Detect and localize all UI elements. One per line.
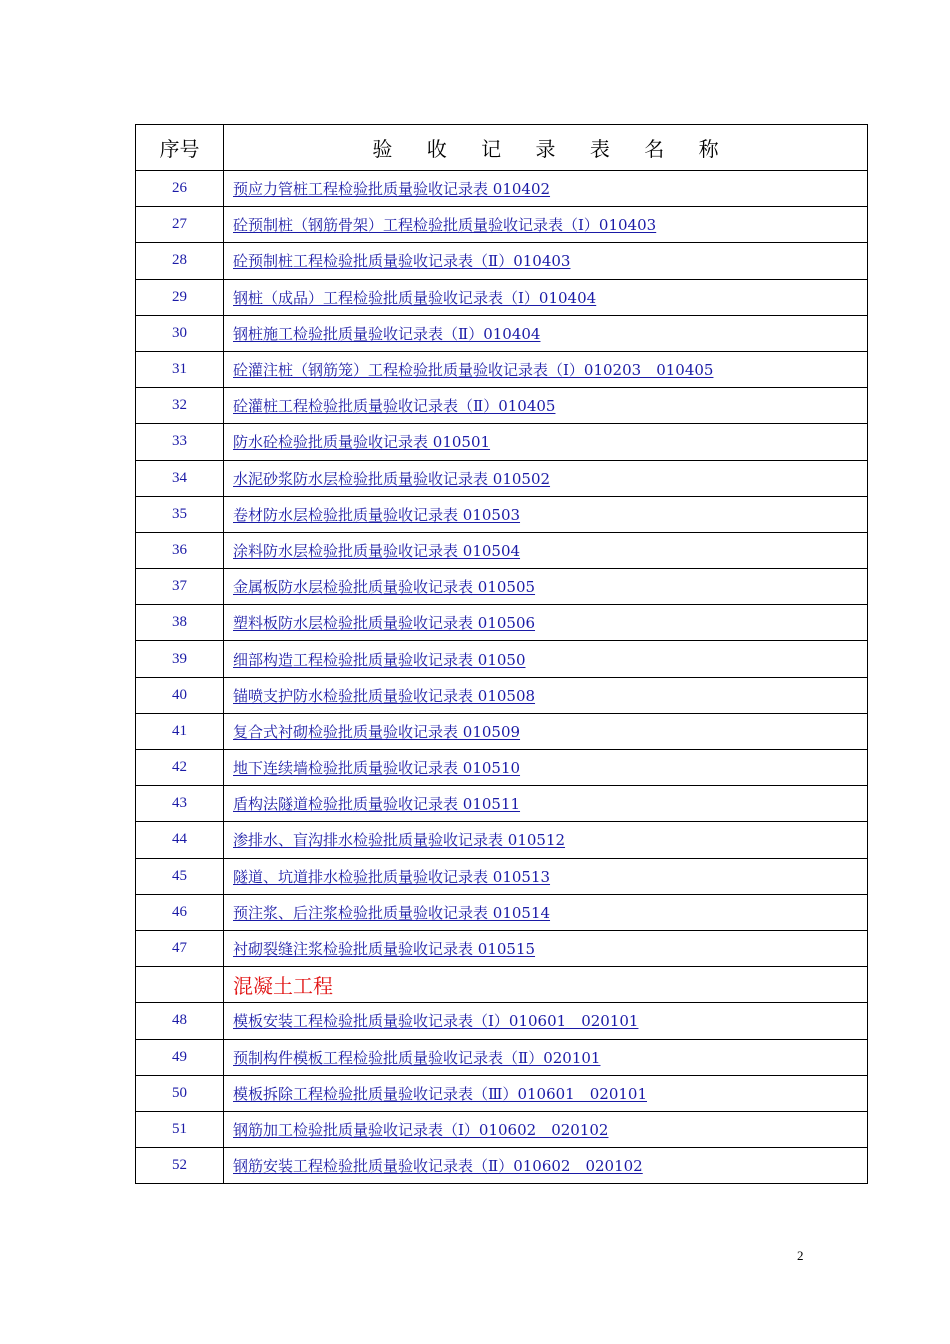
record-name-cell <box>224 713 868 749</box>
record-name-cell <box>224 641 868 677</box>
record-form-link[interactable]: 钢桩施工检验批质量验收记录表（Ⅱ）010404 <box>233 324 541 343</box>
record-name-cell <box>224 569 868 605</box>
record-name-cell <box>224 894 868 930</box>
section-title: 混凝土工程 <box>224 967 868 1003</box>
record-name-cell <box>224 858 868 894</box>
record-form-link[interactable]: 锚喷支护防水检验批质量验收记录表 010508 <box>233 686 536 705</box>
record-form-link[interactable]: 细部构造工程检验批质量验收记录表 01050 <box>233 650 526 669</box>
row-number: 37 <box>136 569 224 605</box>
record-name-cell <box>224 171 868 207</box>
section-empty-cell <box>136 967 224 1003</box>
section-row <box>136 967 868 1003</box>
record-name-cell <box>224 1148 868 1184</box>
table-row <box>136 930 868 966</box>
record-form-link[interactable]: 预制构件模板工程检验批质量验收记录表（Ⅱ）020101 <box>233 1048 601 1067</box>
table-row <box>136 496 868 532</box>
table-row <box>136 786 868 822</box>
record-name-cell <box>224 1003 868 1039</box>
table-row <box>136 1003 868 1039</box>
table-row <box>136 315 868 351</box>
table-row <box>136 713 868 749</box>
table-row <box>136 677 868 713</box>
table-row <box>136 207 868 243</box>
table-row <box>136 424 868 460</box>
row-number: 52 <box>136 1148 224 1184</box>
record-name-cell <box>224 677 868 713</box>
record-name-cell <box>224 605 868 641</box>
table-row <box>136 351 868 387</box>
header-name: 验 收 记 录 表 名 称 <box>224 125 868 171</box>
row-number: 40 <box>136 677 224 713</box>
table-row <box>136 858 868 894</box>
record-name-cell <box>224 460 868 496</box>
record-form-link[interactable]: 砼灌注桩（钢筋笼）工程检验批质量验收记录表（Ⅰ）010203 010405 <box>233 361 714 380</box>
record-name-cell <box>224 351 868 387</box>
record-form-link[interactable]: 砼灌桩工程检验批质量验收记录表（Ⅱ）010405 <box>233 397 556 416</box>
record-name-cell <box>224 388 868 424</box>
record-name-cell <box>224 279 868 315</box>
table-row <box>136 279 868 315</box>
record-form-link[interactable]: 渗排水、盲沟排水检验批质量验收记录表 010512 <box>233 831 566 850</box>
row-number: 33 <box>136 424 224 460</box>
table-row <box>136 171 868 207</box>
row-number: 34 <box>136 460 224 496</box>
record-name-cell <box>224 1111 868 1147</box>
record-form-link[interactable]: 钢筋加工检验批质量验收记录表（Ⅰ）010602 020102 <box>233 1120 609 1139</box>
record-form-link[interactable]: 模板安装工程检验批质量验收记录表（Ⅰ）010601 020101 <box>233 1012 639 1031</box>
row-number: 32 <box>136 388 224 424</box>
record-name-cell <box>224 930 868 966</box>
record-form-link[interactable]: 钢桩（成品）工程检验批质量验收记录表（Ⅰ）010404 <box>233 288 597 307</box>
table-row <box>136 460 868 496</box>
row-number: 39 <box>136 641 224 677</box>
record-name-cell <box>224 243 868 279</box>
record-form-link[interactable]: 防水砼检验批质量验收记录表 010501 <box>233 433 491 452</box>
record-form-link[interactable]: 钢筋安装工程检验批质量验收记录表（Ⅱ）010602 020102 <box>233 1157 643 1176</box>
row-number: 48 <box>136 1003 224 1039</box>
record-name-cell <box>224 315 868 351</box>
table-row <box>136 750 868 786</box>
record-form-link[interactable]: 地下连续墙检验批质量验收记录表 010510 <box>233 759 521 778</box>
record-form-link[interactable]: 隧道、坑道排水检验批质量验收记录表 010513 <box>233 867 551 886</box>
record-name-cell <box>224 496 868 532</box>
page-number: 2 <box>797 1248 804 1263</box>
row-number: 51 <box>136 1111 224 1147</box>
record-form-link[interactable]: 砼预制桩工程检验批质量验收记录表（Ⅱ）010403 <box>233 252 571 271</box>
table-row <box>136 1039 868 1075</box>
record-form-link[interactable]: 塑料板防水层检验批质量验收记录表 010506 <box>233 614 536 633</box>
row-number: 31 <box>136 351 224 387</box>
record-form-link[interactable]: 预注浆、后注浆检验批质量验收记录表 010514 <box>233 903 551 922</box>
record-name-cell <box>224 786 868 822</box>
record-form-link[interactable]: 预应力管桩工程检验批质量验收记录表 010402 <box>233 180 551 199</box>
table-row <box>136 1075 868 1111</box>
row-number: 42 <box>136 750 224 786</box>
row-number: 38 <box>136 605 224 641</box>
row-number: 27 <box>136 207 224 243</box>
row-number: 45 <box>136 858 224 894</box>
row-number: 46 <box>136 894 224 930</box>
table-row <box>136 569 868 605</box>
table-row <box>136 605 868 641</box>
header-no: 序号 <box>136 125 224 171</box>
record-form-link[interactable]: 水泥砂浆防水层检验批质量验收记录表 010502 <box>233 469 551 488</box>
record-form-link[interactable]: 卷材防水层检验批质量验收记录表 010503 <box>233 505 521 524</box>
record-table <box>135 124 868 1184</box>
record-form-link[interactable]: 涂料防水层检验批质量验收记录表 010504 <box>233 541 521 560</box>
table-header-row <box>136 125 868 171</box>
record-name-cell <box>224 207 868 243</box>
row-number: 44 <box>136 822 224 858</box>
record-name-cell <box>224 750 868 786</box>
record-form-link[interactable]: 复合式衬砌检验批质量验收记录表 010509 <box>233 722 521 741</box>
table-row <box>136 641 868 677</box>
row-number: 35 <box>136 496 224 532</box>
row-number: 49 <box>136 1039 224 1075</box>
table-row <box>136 532 868 568</box>
record-form-link[interactable]: 衬砌裂缝注浆检验批质量验收记录表 010515 <box>233 940 536 959</box>
table-row <box>136 243 868 279</box>
record-name-cell <box>224 822 868 858</box>
table-row <box>136 894 868 930</box>
record-form-link[interactable]: 盾构法隧道检验批质量验收记录表 010511 <box>233 795 521 814</box>
record-name-cell <box>224 1039 868 1075</box>
record-name-cell <box>224 1075 868 1111</box>
record-form-link[interactable]: 金属板防水层检验批质量验收记录表 010505 <box>233 578 536 597</box>
record-form-link[interactable]: 砼预制桩（钢筋骨架）工程检验批质量验收记录表（Ⅰ）010403 <box>233 216 657 235</box>
row-number: 26 <box>136 171 224 207</box>
table-row <box>136 822 868 858</box>
record-name-cell <box>224 424 868 460</box>
row-number: 50 <box>136 1075 224 1111</box>
record-name-cell <box>224 532 868 568</box>
row-number: 41 <box>136 713 224 749</box>
table-row <box>136 1111 868 1147</box>
row-number: 43 <box>136 786 224 822</box>
row-number: 47 <box>136 930 224 966</box>
record-form-link[interactable]: 模板拆除工程检验批质量验收记录表（Ⅲ）010601 020101 <box>233 1084 647 1103</box>
table-row <box>136 388 868 424</box>
table-row <box>136 1148 868 1184</box>
row-number: 28 <box>136 243 224 279</box>
row-number: 29 <box>136 279 224 315</box>
row-number: 30 <box>136 315 224 351</box>
row-number: 36 <box>136 532 224 568</box>
